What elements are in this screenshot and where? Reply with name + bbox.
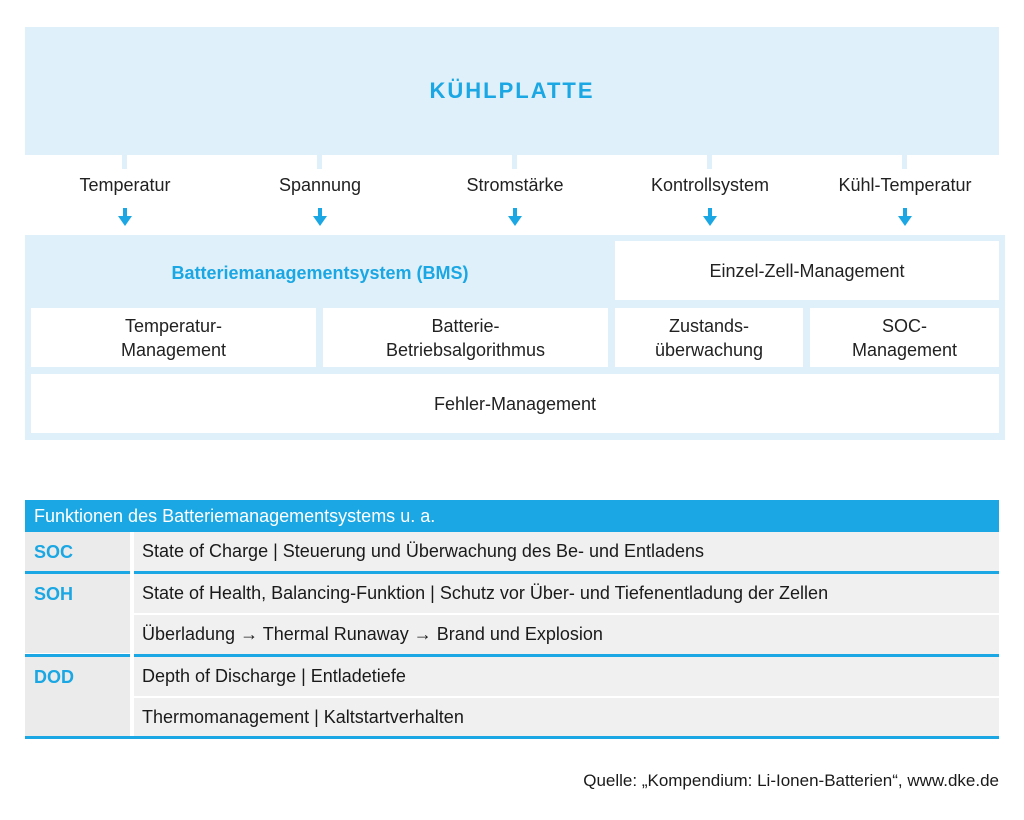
table-cell: State of Charge | Steuerung und Überwachung des Be- und Entladens [134, 532, 999, 571]
table-header: Funktionen des Batteriemanagementsystems u. a. [25, 500, 999, 532]
row-label-soh: SOH [25, 574, 130, 653]
module-line: Batterie- [431, 315, 500, 336]
module-line: Temperatur- [124, 315, 222, 336]
down-arrow-icon [118, 208, 132, 226]
table-bottom-border [25, 736, 999, 739]
down-arrow-icon [313, 208, 327, 226]
input-label-kuehl-temperatur: Kühl-Temperatur [838, 175, 972, 195]
input-label-temperatur: Temperatur [79, 175, 171, 195]
input-label-kontrollsystem: Kontrollsystem [650, 175, 770, 195]
table-cell: Thermomanagement | Kaltstartverhalten [134, 698, 999, 737]
soc-management-box [810, 308, 999, 367]
row-label-soc: SOC [25, 532, 130, 571]
down-arrow-icon [703, 208, 717, 226]
fehler-management-box: Fehler-Management [31, 374, 999, 433]
input-label-spannung: Spannung [278, 175, 362, 195]
table-cell: State of Health, Balancing-Funktion | Schutz vor Über- und Tiefenentladung der Zellen [134, 574, 999, 613]
connector-line [317, 155, 322, 169]
kuehlplatte-title: KÜHLPLATTE [429, 78, 595, 103]
connector-line [707, 155, 712, 169]
table-cell: Depth of Discharge | Entladetiefe [134, 657, 999, 696]
module-line: Zustands- [668, 315, 750, 336]
down-arrow-icon [508, 208, 522, 226]
betriebsalgorithmus-box [323, 308, 608, 367]
einzel-zell-management-box: Einzel-Zell-Management [615, 241, 999, 300]
bms-title: Batteriemanagementsystem (BMS) [171, 262, 469, 283]
input-label-stromstaerke: Stromstärke [466, 175, 564, 195]
connector-line [512, 155, 517, 169]
module-line: Betriebsalgorithmus [385, 339, 546, 360]
module-line: überwachung [654, 339, 764, 360]
table-cell: Überladung → Thermal Runaway → Brand und Explosion [134, 615, 999, 654]
module-line: Management [851, 339, 958, 360]
down-arrow-icon [898, 208, 912, 226]
source-note: Quelle: „Kompendium: Li-Ionen-Batterien“, www.dke.de [583, 771, 999, 790]
module-line: SOC- [881, 315, 927, 336]
connector-line [902, 155, 907, 169]
row-label-dod: DOD [25, 657, 130, 736]
module-line: Management [120, 339, 227, 360]
connector-line [122, 155, 127, 169]
temperatur-management-box [31, 308, 316, 367]
zustandsueberwachung-box [615, 308, 803, 367]
